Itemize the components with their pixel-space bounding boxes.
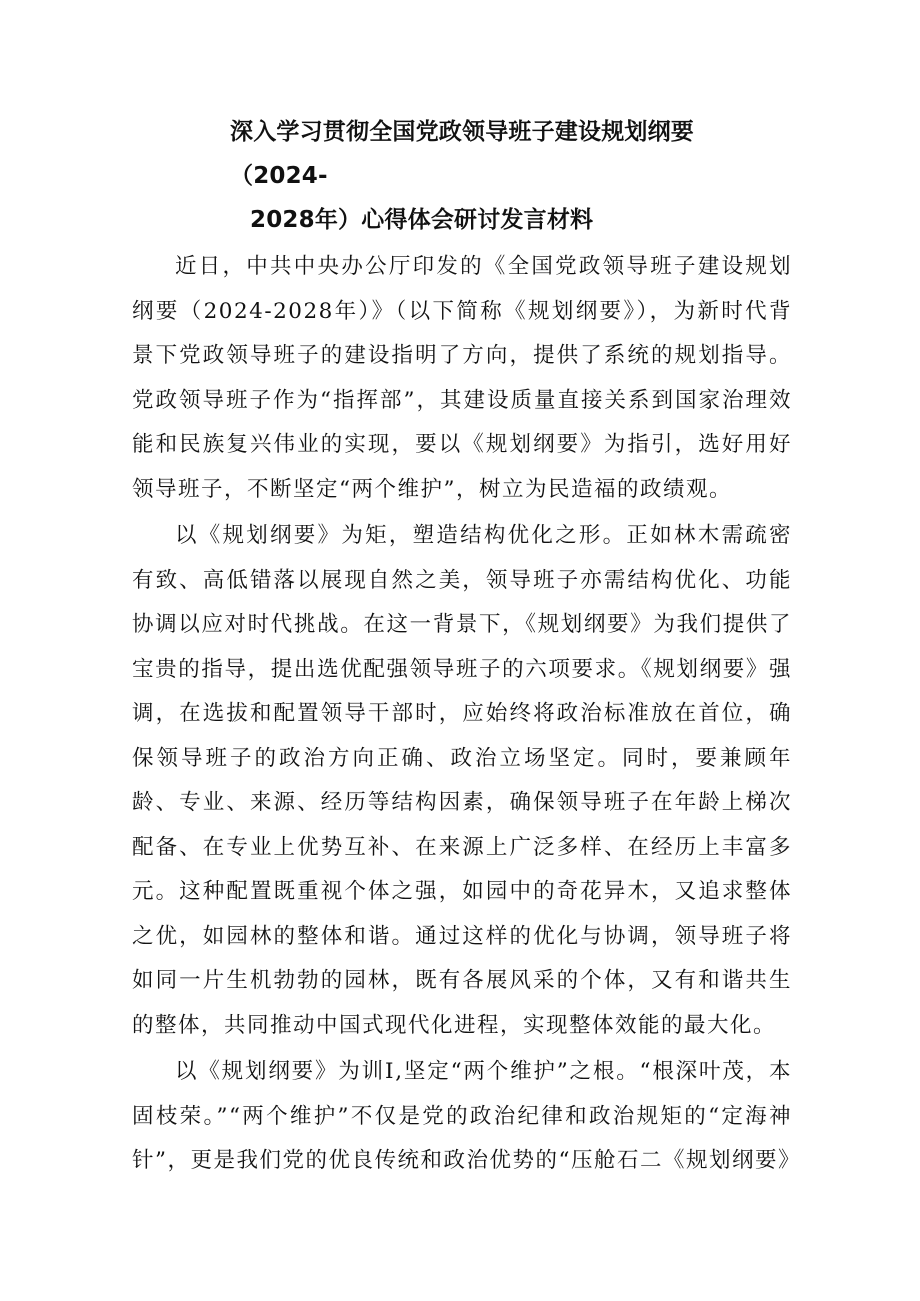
paragraph-1: 近日，中共中央办公厅印发的《全国党政领导班子建设规划纲要（2024-2028年）》（以下简称《规划纲要》），为新时代背景下党政领导班子的建设指明了方向，提供了系统的规划指导。党政领导班子作为“指挥部”，其建设质量直接关系到国家治理效能和民族复兴伟业的实现，要以《规划纲要》为指引，选好用好领导班子，不断坚定“两个维护”，树立为民造福的政绩观。 xyxy=(132,254,792,502)
paragraph-3: 以《规划纲要》为训Ⅰ,坚定“两个维护”之根。“根深叶茂，本固枝荣。”“两个维护”不仅是党的政治纪律和政治规矩的“定海神针”，更是我们党的优良传统和政治优势的“压舱石二《规划纲要》 xyxy=(132,1059,801,1173)
title-line-1: 深入学习贯彻全国党政领导班子建设规划纲要（2024- xyxy=(230,119,694,189)
title-line-2: 2028年）心得体会研讨发言材料 xyxy=(250,207,594,233)
document-body xyxy=(132,245,801,1186)
paragraph-2: 以《规划纲要》为矩，塑造结构优化之形。正如林木需疏密有致、高低错落以展现自然之美，领导班子亦需结构优化、功能协调以应对时代挑战。在这一背景下，《规划纲要》为我们提供了宝贵的指导，提出选优配强领导班子的六项要求。《规划纲要》强调，在选拔和配置领导干部时，应始终将政治标准放在首位，确保领导班子的政治方向正确、政治立场坚定。同时，要兼顾年龄、专业、来源、经历等结构因素，确保领导班子在年龄上梯次配备、在专业上优势互补、在来源上广泛多样、在经历上丰富多元。这种配置既重视个体之强，如园中的奇花异木，又追求整体之优，如园林的整体和谐。通过这样的优化与协调，领导班子将如同一片生机勃勃的园林，既有各展风采的个体，又有和谐共生的整体，共同推动中国式现代化进程，实现整体效能的最大化。 xyxy=(132,523,792,1038)
document-title xyxy=(230,110,790,242)
